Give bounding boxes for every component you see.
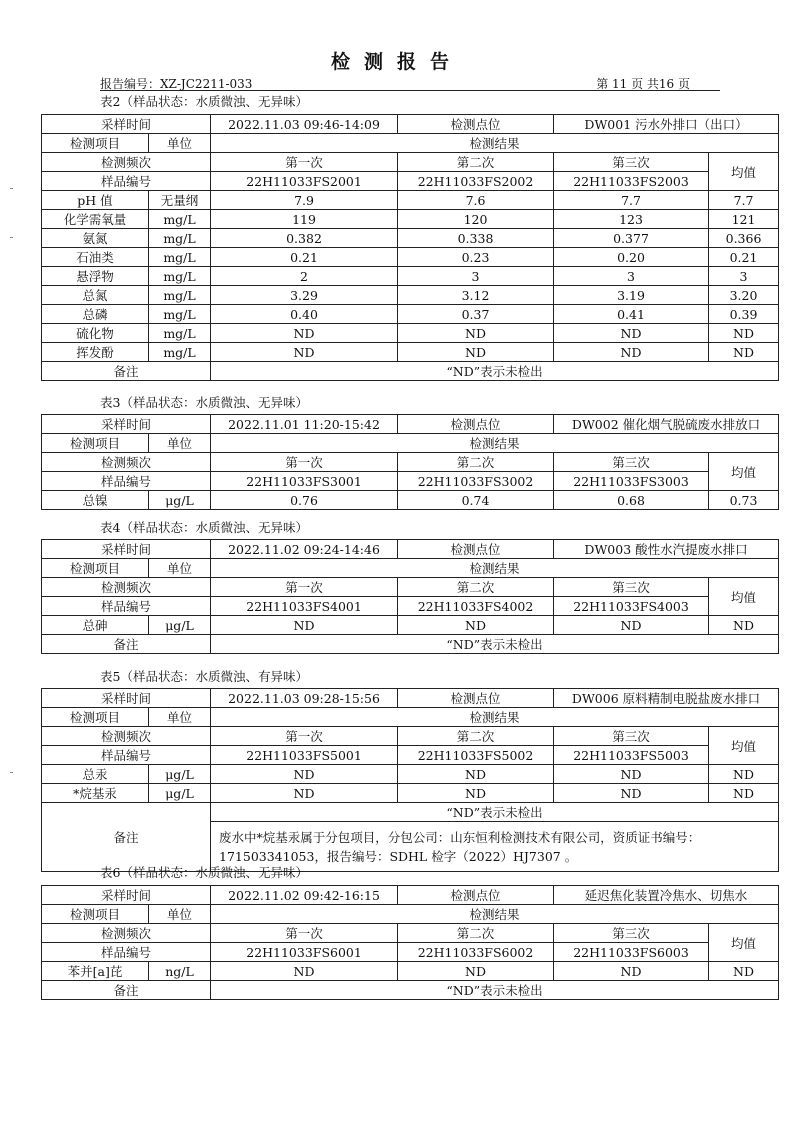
result-label: 检测结果 xyxy=(211,134,779,153)
sampling-time-label: 采样时间 xyxy=(42,540,211,559)
value-2: 0.338 xyxy=(398,229,554,248)
unit: 无量纲 xyxy=(149,191,211,210)
frequency-row xyxy=(42,578,779,597)
point-value: 延迟焦化装置冷焦水、切焦水 xyxy=(554,886,779,905)
frequency-3: 第三次 xyxy=(554,727,709,746)
unit: mg/L xyxy=(149,267,211,286)
value-1: 0.21 xyxy=(211,248,398,267)
value-3: ND xyxy=(554,765,709,784)
value-3: 0.20 xyxy=(554,248,709,267)
value-2: ND xyxy=(398,962,554,981)
value-2: 0.23 xyxy=(398,248,554,267)
value-1: ND xyxy=(211,616,398,635)
sample-id-label: 样品编号 xyxy=(42,597,211,616)
unit: μg/L xyxy=(149,491,211,510)
scan-mark xyxy=(10,772,13,773)
value-1: 0.76 xyxy=(211,491,398,510)
header-row xyxy=(42,134,779,153)
frequency-3: 第三次 xyxy=(554,578,709,597)
table-caption: 表2（样品状态：水质微浊、无异味） xyxy=(100,94,308,109)
value-2: 3.12 xyxy=(398,286,554,305)
frequency-3: 第三次 xyxy=(554,453,709,472)
point-label: 检测点位 xyxy=(398,689,554,708)
sample-id-1: 22H11033FS5001 xyxy=(211,746,398,765)
page-number: 第 11 页 共16 页 xyxy=(596,77,690,91)
item-label: 检测项目 xyxy=(42,905,149,924)
value-3: 3 xyxy=(554,267,709,286)
table-row xyxy=(42,324,779,343)
frequency-1: 第一次 xyxy=(211,924,398,943)
value-3: 0.68 xyxy=(554,491,709,510)
sampling-row xyxy=(42,540,779,559)
average-value: ND xyxy=(709,343,779,362)
frequency-2: 第二次 xyxy=(398,578,554,597)
note-label: 备注 xyxy=(42,981,211,1000)
unit-label: 单位 xyxy=(149,559,211,578)
average-value: 7.7 xyxy=(709,191,779,210)
sample-id-3: 22H11033FS2003 xyxy=(554,172,709,191)
frequency-label: 检测频次 xyxy=(42,578,211,597)
value-1: 2 xyxy=(211,267,398,286)
average-value: ND xyxy=(709,962,779,981)
point-label: 检测点位 xyxy=(398,115,554,134)
value-3: 3.19 xyxy=(554,286,709,305)
parameter-name: 总汞 xyxy=(42,765,149,784)
value-2: 7.6 xyxy=(398,191,554,210)
unit: mg/L xyxy=(149,248,211,267)
table-caption: 表6（样品状态：水质微浊、无异味） xyxy=(100,865,308,880)
parameter-name: 总镍 xyxy=(42,491,149,510)
parameter-name: pH 值 xyxy=(42,191,149,210)
average-value: 3 xyxy=(709,267,779,286)
table-row xyxy=(42,616,779,635)
sample-id-2: 22H11033FS4002 xyxy=(398,597,554,616)
frequency-label: 检测频次 xyxy=(42,453,211,472)
frequency-1: 第一次 xyxy=(211,727,398,746)
unit: mg/L xyxy=(149,324,211,343)
sample-id-1: 22H11033FS2001 xyxy=(211,172,398,191)
header-row xyxy=(42,708,779,727)
result-label: 检测结果 xyxy=(211,434,779,453)
item-label: 检测项目 xyxy=(42,134,149,153)
point-label: 检测点位 xyxy=(398,886,554,905)
value-1: ND xyxy=(211,962,398,981)
sample-id-row xyxy=(42,172,779,191)
sample-id-3: 22H11033FS5003 xyxy=(554,746,709,765)
table-row xyxy=(42,191,779,210)
parameter-name: 挥发酚 xyxy=(42,343,149,362)
sample-id-3: 22H11033FS3003 xyxy=(554,472,709,491)
note-label: 备注 xyxy=(42,635,211,654)
frequency-row xyxy=(42,727,779,746)
frequency-2: 第二次 xyxy=(398,153,554,172)
header-row xyxy=(42,559,779,578)
average-value: 0.39 xyxy=(709,305,779,324)
sample-id-3: 22H11033FS6003 xyxy=(554,943,709,962)
item-label: 检测项目 xyxy=(42,708,149,727)
frequency-1: 第一次 xyxy=(211,578,398,597)
average-label: 均值 xyxy=(709,153,779,191)
average-value: ND xyxy=(709,324,779,343)
average-value: 0.21 xyxy=(709,248,779,267)
unit-label: 单位 xyxy=(149,708,211,727)
result-table xyxy=(41,885,779,1000)
sampling-time-label: 采样时间 xyxy=(42,886,211,905)
unit-label: 单位 xyxy=(149,905,211,924)
value-1: ND xyxy=(211,784,398,803)
result-label: 检测结果 xyxy=(211,905,779,924)
value-2: ND xyxy=(398,343,554,362)
sample-id-1: 22H11033FS3001 xyxy=(211,472,398,491)
sampling-row xyxy=(42,415,779,434)
report-number: 报告编号：XZ-JC2211-033 xyxy=(100,77,253,91)
parameter-name: 氨氮 xyxy=(42,229,149,248)
table-row xyxy=(42,305,779,324)
value-1: 3.29 xyxy=(211,286,398,305)
table-row xyxy=(42,491,779,510)
sample-id-2: 22H11033FS6002 xyxy=(398,943,554,962)
parameter-name: 悬浮物 xyxy=(42,267,149,286)
frequency-row xyxy=(42,153,779,172)
note-row xyxy=(42,981,779,1000)
average-label: 均值 xyxy=(709,727,779,765)
value-3: 123 xyxy=(554,210,709,229)
sampling-time: 2022.11.03 09:28-15:56 xyxy=(211,689,398,708)
value-2: ND xyxy=(398,765,554,784)
value-3: ND xyxy=(554,784,709,803)
sample-id-2: 22H11033FS2002 xyxy=(398,172,554,191)
value-2: 120 xyxy=(398,210,554,229)
table-row xyxy=(42,784,779,803)
average-label: 均值 xyxy=(709,578,779,616)
report-header xyxy=(100,76,720,91)
frequency-2: 第二次 xyxy=(398,924,554,943)
point-value: DW001 污水外排口（出口） xyxy=(554,115,779,134)
table-caption: 表3（样品状态：水质微浊、无异味） xyxy=(100,395,308,410)
page-title: 检测报告 xyxy=(330,51,463,73)
sampling-row xyxy=(42,886,779,905)
unit: mg/L xyxy=(149,229,211,248)
frequency-row xyxy=(42,453,779,472)
frequency-3: 第三次 xyxy=(554,924,709,943)
value-3: 7.7 xyxy=(554,191,709,210)
parameter-name: 硫化物 xyxy=(42,324,149,343)
table-row xyxy=(42,962,779,981)
sampling-time: 2022.11.02 09:42-16:15 xyxy=(211,886,398,905)
parameter-name: 总砷 xyxy=(42,616,149,635)
value-3: ND xyxy=(554,962,709,981)
unit: ng/L xyxy=(149,962,211,981)
sample-id-3: 22H11033FS4003 xyxy=(554,597,709,616)
note-text: “ND”表示未检出 xyxy=(211,635,779,654)
frequency-3: 第三次 xyxy=(554,153,709,172)
sampling-row xyxy=(42,115,779,134)
average-value: 121 xyxy=(709,210,779,229)
frequency-2: 第二次 xyxy=(398,727,554,746)
header-row xyxy=(42,905,779,924)
value-2: 0.37 xyxy=(398,305,554,324)
parameter-name: 苯并[a]芘 xyxy=(42,962,149,981)
frequency-1: 第一次 xyxy=(211,153,398,172)
item-label: 检测项目 xyxy=(42,559,149,578)
sampling-time-label: 采样时间 xyxy=(42,415,211,434)
sampling-time: 2022.11.02 09:24-14:46 xyxy=(211,540,398,559)
frequency-row xyxy=(42,924,779,943)
sample-id-label: 样品编号 xyxy=(42,943,211,962)
value-2: ND xyxy=(398,784,554,803)
value-3: 0.377 xyxy=(554,229,709,248)
sample-id-2: 22H11033FS5002 xyxy=(398,746,554,765)
table-row xyxy=(42,267,779,286)
table-row xyxy=(42,248,779,267)
table-row xyxy=(42,229,779,248)
value-2: ND xyxy=(398,616,554,635)
result-table xyxy=(41,539,779,654)
table-caption: 表4（样品状态：水质微浊、无异味） xyxy=(100,520,308,535)
table-row xyxy=(42,286,779,305)
result-table xyxy=(41,114,779,381)
point-label: 检测点位 xyxy=(398,415,554,434)
parameter-name: 总磷 xyxy=(42,305,149,324)
point-label: 检测点位 xyxy=(398,540,554,559)
note-text: “ND”表示未检出 xyxy=(211,362,779,381)
average-label: 均值 xyxy=(709,924,779,962)
average-value: ND xyxy=(709,784,779,803)
unit: mg/L xyxy=(149,305,211,324)
average-value: 0.366 xyxy=(709,229,779,248)
sample-id-1: 22H11033FS6001 xyxy=(211,943,398,962)
note-row xyxy=(42,803,779,822)
parameter-name: 石油类 xyxy=(42,248,149,267)
unit: μg/L xyxy=(149,616,211,635)
table-caption: 表5（样品状态：水质微浊、有异味） xyxy=(100,669,308,684)
value-1: 0.40 xyxy=(211,305,398,324)
value-1: ND xyxy=(211,343,398,362)
average-label: 均值 xyxy=(709,453,779,491)
parameter-name: *烷基汞 xyxy=(42,784,149,803)
sample-id-1: 22H11033FS4001 xyxy=(211,597,398,616)
table-row xyxy=(42,343,779,362)
result-table xyxy=(41,688,779,872)
result-label: 检测结果 xyxy=(211,559,779,578)
item-label: 检测项目 xyxy=(42,434,149,453)
result-table xyxy=(41,414,779,510)
value-1: ND xyxy=(211,324,398,343)
sampling-time-label: 采样时间 xyxy=(42,115,211,134)
unit-label: 单位 xyxy=(149,134,211,153)
note-row xyxy=(42,362,779,381)
value-1: ND xyxy=(211,765,398,784)
frequency-label: 检测频次 xyxy=(42,727,211,746)
unit: mg/L xyxy=(149,343,211,362)
frequency-label: 检测频次 xyxy=(42,924,211,943)
value-3: ND xyxy=(554,324,709,343)
sampling-time: 2022.11.01 11:20-15:42 xyxy=(211,415,398,434)
average-value: 3.20 xyxy=(709,286,779,305)
note-text: 废水中*烷基汞属于分包项目，分包公司：山东恒利检测技术有限公司，资质证书编号：171503341053，报告编号：SDHL 检字（2022）HJ7307 。 xyxy=(211,822,779,872)
unit: μg/L xyxy=(149,765,211,784)
scan-mark xyxy=(10,237,13,238)
value-3: ND xyxy=(554,343,709,362)
note-text: “ND”表示未检出 xyxy=(211,803,779,822)
unit: mg/L xyxy=(149,286,211,305)
point-value: DW006 原料精制电脱盐废水排口 xyxy=(554,689,779,708)
point-value: DW002 催化烟气脱硫废水排放口 xyxy=(554,415,779,434)
sampling-time: 2022.11.03 09:46-14:09 xyxy=(211,115,398,134)
note-label: 备注 xyxy=(42,803,211,872)
value-3: ND xyxy=(554,616,709,635)
sample-id-2: 22H11033FS3002 xyxy=(398,472,554,491)
point-value: DW003 酸性水汽提废水排口 xyxy=(554,540,779,559)
header-row xyxy=(42,434,779,453)
value-3: 0.41 xyxy=(554,305,709,324)
value-2: 3 xyxy=(398,267,554,286)
sampling-time-label: 采样时间 xyxy=(42,689,211,708)
note-text: “ND”表示未检出 xyxy=(211,981,779,1000)
value-1: 0.382 xyxy=(211,229,398,248)
sampling-row xyxy=(42,689,779,708)
note-label: 备注 xyxy=(42,362,211,381)
sample-id-label: 样品编号 xyxy=(42,746,211,765)
value-2: 0.74 xyxy=(398,491,554,510)
value-1: 119 xyxy=(211,210,398,229)
sample-id-row xyxy=(42,943,779,962)
scan-mark xyxy=(10,188,13,189)
sample-id-row xyxy=(42,472,779,491)
table-row xyxy=(42,765,779,784)
average-value: ND xyxy=(709,765,779,784)
result-label: 检测结果 xyxy=(211,708,779,727)
value-2: ND xyxy=(398,324,554,343)
value-1: 7.9 xyxy=(211,191,398,210)
unit: mg/L xyxy=(149,210,211,229)
sample-id-label: 样品编号 xyxy=(42,172,211,191)
unit: μg/L xyxy=(149,784,211,803)
parameter-name: 化学需氧量 xyxy=(42,210,149,229)
note-row xyxy=(42,635,779,654)
sample-id-row xyxy=(42,597,779,616)
table-row xyxy=(42,210,779,229)
average-value: ND xyxy=(709,616,779,635)
unit-label: 单位 xyxy=(149,434,211,453)
frequency-label: 检测频次 xyxy=(42,153,211,172)
average-value: 0.73 xyxy=(709,491,779,510)
parameter-name: 总氮 xyxy=(42,286,149,305)
frequency-1: 第一次 xyxy=(211,453,398,472)
frequency-2: 第二次 xyxy=(398,453,554,472)
sample-id-label: 样品编号 xyxy=(42,472,211,491)
sample-id-row xyxy=(42,746,779,765)
